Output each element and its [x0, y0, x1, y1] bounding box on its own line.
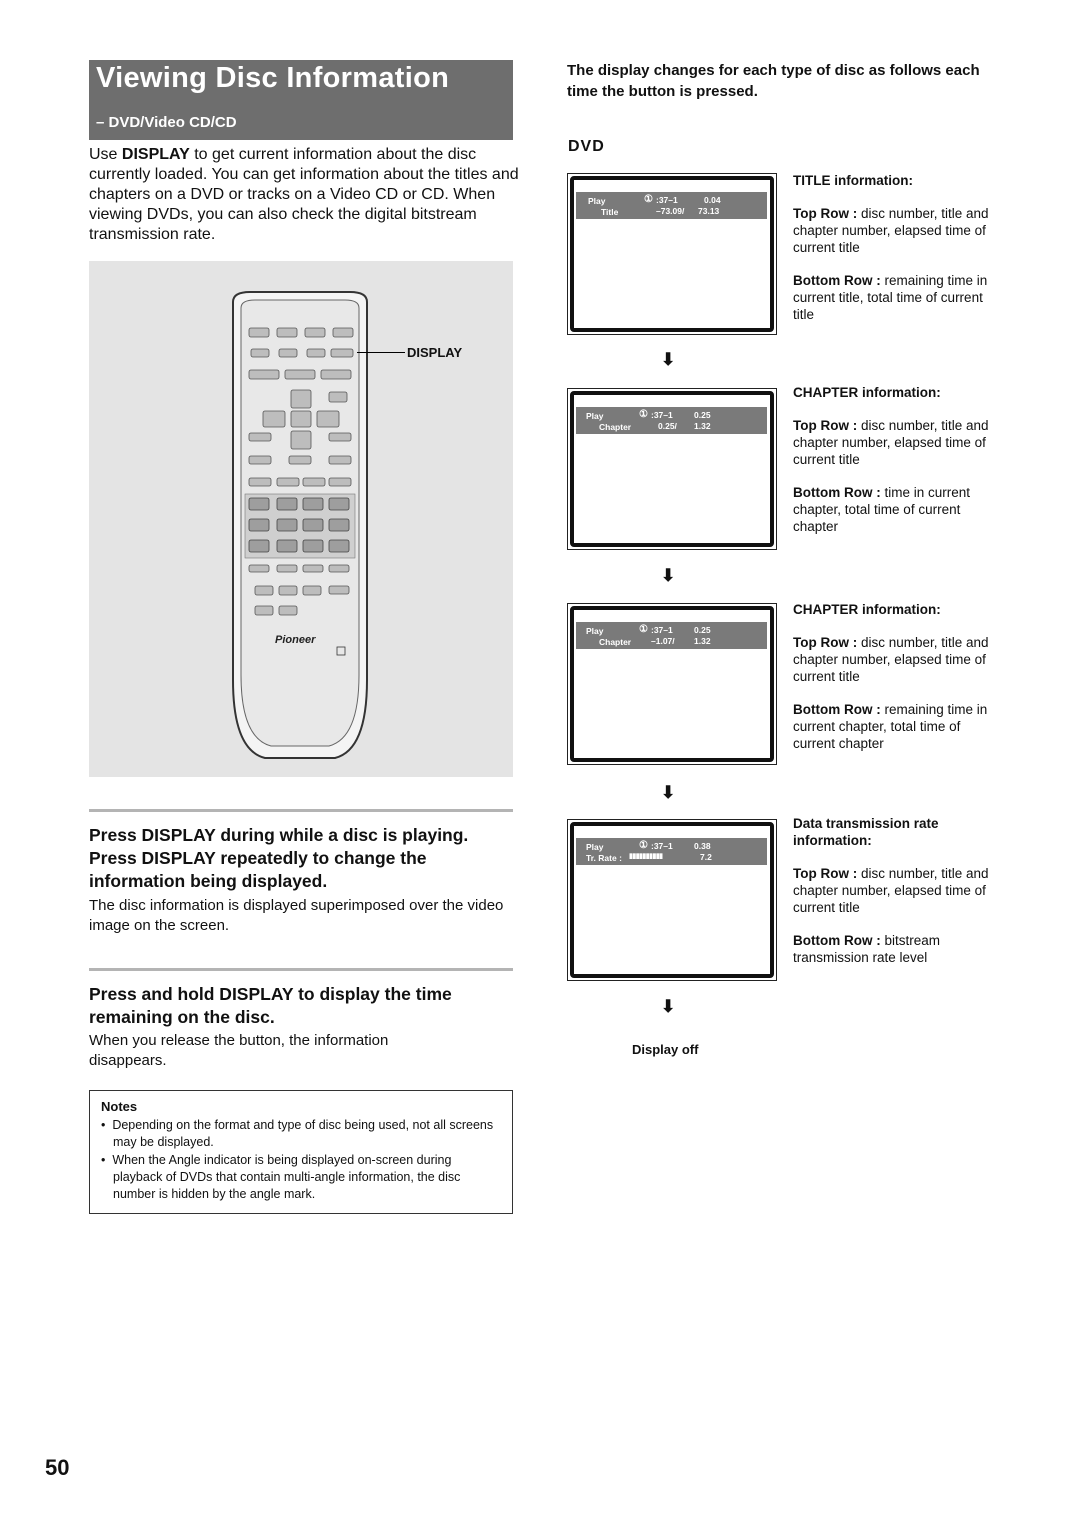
- info-title: CHAPTER information:: [793, 602, 941, 617]
- osd-row2-total: 1.32: [694, 636, 711, 646]
- info-text: disc number, title and chapter number, elapsed time of current title: [793, 635, 989, 684]
- osd-row2-label: Chapter: [599, 637, 632, 647]
- osd-bar: [576, 192, 767, 219]
- info-bottom-row: [793, 484, 993, 535]
- svg-text:Pioneer: Pioneer: [275, 634, 316, 646]
- info-label: Top Row :: [793, 418, 858, 433]
- page-title: Viewing Disc Information: [96, 62, 450, 94]
- info-text: disc number, title and chapter number, elapsed time of current title: [793, 866, 989, 915]
- osd-disc-number: ①: [639, 409, 648, 420]
- tv-screen-frame: [570, 176, 774, 332]
- page-number: 50: [45, 1455, 70, 1480]
- osd-row2-label: Tr. Rate :: [586, 853, 622, 863]
- osd-row2-value: –73.09/: [656, 206, 685, 216]
- step-2-heading: Press and hold DISPLAY to display the time remaining on the disc.: [89, 984, 452, 1027]
- info-title: CHAPTER information:: [793, 385, 941, 400]
- info-label: Bottom Row :: [793, 933, 881, 948]
- info-top-row: [793, 865, 993, 916]
- step-divider: [89, 809, 513, 812]
- info-text: disc number, title and chapter number, elapsed time of current title: [793, 206, 989, 255]
- step-1-body: The disc information is displayed superimposed over the video image on the screen.: [89, 897, 504, 934]
- osd-track: :37–1: [656, 195, 678, 205]
- osd-row2-total: 1.32: [694, 421, 711, 431]
- osd-bar: [576, 838, 767, 865]
- tv-screen-title-info: [567, 173, 777, 335]
- osd-row2-total: 7.2: [700, 852, 712, 862]
- osd-play: Play: [586, 842, 604, 852]
- info-text: remaining time in current chapter, total time of current chapter: [793, 702, 988, 751]
- osd-elapsed: 0.04: [704, 195, 721, 205]
- intro-bold: DISPLAY: [121, 146, 190, 163]
- note-item: • When the Angle indicator is being displayed on-screen during playback of DVDs that contain multi-angle information, the disc number is hidden by the angle mark.: [101, 1153, 461, 1201]
- tv-screen-frame: [570, 391, 774, 547]
- info-label: Bottom Row :: [793, 273, 881, 288]
- info-label: Bottom Row :: [793, 702, 881, 717]
- info-bottom-row: [793, 932, 993, 966]
- dvd-section-label: DVD: [568, 138, 605, 155]
- info-label: Top Row :: [793, 635, 858, 650]
- down-arrow-icon: ⬇: [661, 350, 676, 369]
- info-label: Top Row :: [793, 206, 858, 221]
- tv-screen-frame: [570, 822, 774, 978]
- osd-row2-value: 0.25/: [658, 421, 677, 431]
- step-1-heading: Press DISPLAY during while a disc is playing. Press DISPLAY repeatedly to change the information being displayed.: [89, 825, 469, 891]
- osd-track: :37–1: [651, 625, 673, 635]
- down-arrow-icon: ⬇: [661, 783, 676, 802]
- tv-screen-chapter-info: [567, 388, 777, 550]
- info-title: TITLE information:: [793, 173, 913, 188]
- info-text: time in current chapter, total time of current chapter: [793, 485, 971, 534]
- osd-play: Play: [586, 626, 604, 636]
- info-top-row: [793, 205, 993, 256]
- osd-bar: [576, 407, 767, 434]
- osd-elapsed: 0.38: [694, 841, 711, 851]
- osd-elapsed: 0.25: [694, 410, 711, 420]
- osd-rate-level-bar: ▮▮▮▮▮▮▮▮▮▮: [629, 853, 663, 860]
- info-text: bitstream transmission rate level: [793, 933, 941, 965]
- osd-row2-total: 73.13: [698, 206, 720, 216]
- remote-control-illustration: [225, 290, 375, 765]
- info-bottom-row: [793, 272, 993, 323]
- tv-screen-transmission-rate: [567, 819, 777, 981]
- info-text: disc number, title and chapter number, elapsed time of current title: [793, 418, 989, 467]
- osd-disc-number: ①: [639, 840, 648, 851]
- osd-play: Play: [588, 196, 606, 206]
- info-top-row: [793, 417, 993, 468]
- note-text: Depending on the format and type of disc being used, not all screens may be displayed.: [112, 1118, 494, 1149]
- down-arrow-icon: ⬇: [661, 566, 676, 585]
- down-arrow-icon: ⬇: [661, 997, 676, 1016]
- notes-title: Notes: [101, 1099, 138, 1114]
- osd-disc-number: ①: [639, 624, 648, 635]
- info-bottom-row: [793, 701, 993, 752]
- osd-track: :37–1: [651, 841, 673, 851]
- note-text: When the Angle indicator is being displayed on-screen during playback of DVDs that contain multi-angle information, the disc number is hidden by the angle mark.: [112, 1153, 461, 1201]
- intro-paragraph: [89, 145, 519, 245]
- intro-text-1: Use: [89, 146, 122, 163]
- info-title: Data transmission rate information:: [793, 816, 939, 848]
- display-off-label: Display off: [632, 1042, 699, 1057]
- display-callout-label: DISPLAY: [407, 345, 463, 360]
- osd-track: :37–1: [651, 410, 673, 420]
- tv-screen-frame: [570, 606, 774, 762]
- intro-text-2: to get current information about the disc currently loaded. You can get information about the titles and chapters on a DVD or tracks on a Video CD or CD. When viewing DVDs, you can also check the digital bitstream transmission rate.: [89, 146, 519, 243]
- tv-screen-chapter-remaining: [567, 603, 777, 765]
- osd-disc-number: ①: [644, 194, 653, 205]
- display-sequence-intro: The display changes for each type of disc as follows each time the button is pressed.: [567, 62, 980, 100]
- page-subtitle: – DVD/Video CD/CD: [96, 114, 237, 131]
- osd-row2-label: Chapter: [599, 422, 632, 432]
- info-top-row: [793, 634, 993, 685]
- info-label: Top Row :: [793, 866, 858, 881]
- osd-bar: [576, 622, 767, 649]
- step-divider: [89, 968, 513, 971]
- display-callout-line: [357, 352, 405, 353]
- osd-row2-label: Title: [601, 207, 619, 217]
- osd-elapsed: 0.25: [694, 625, 711, 635]
- osd-row2-value: –1.07/: [651, 636, 675, 646]
- info-text: remaining time in current title, total time of current title: [793, 273, 988, 322]
- step-2-body: When you release the button, the information disappears.: [89, 1032, 389, 1069]
- osd-play: Play: [586, 411, 604, 421]
- note-item: • Depending on the format and type of disc being used, not all screens may be displayed.: [101, 1118, 494, 1149]
- info-label: Bottom Row :: [793, 485, 881, 500]
